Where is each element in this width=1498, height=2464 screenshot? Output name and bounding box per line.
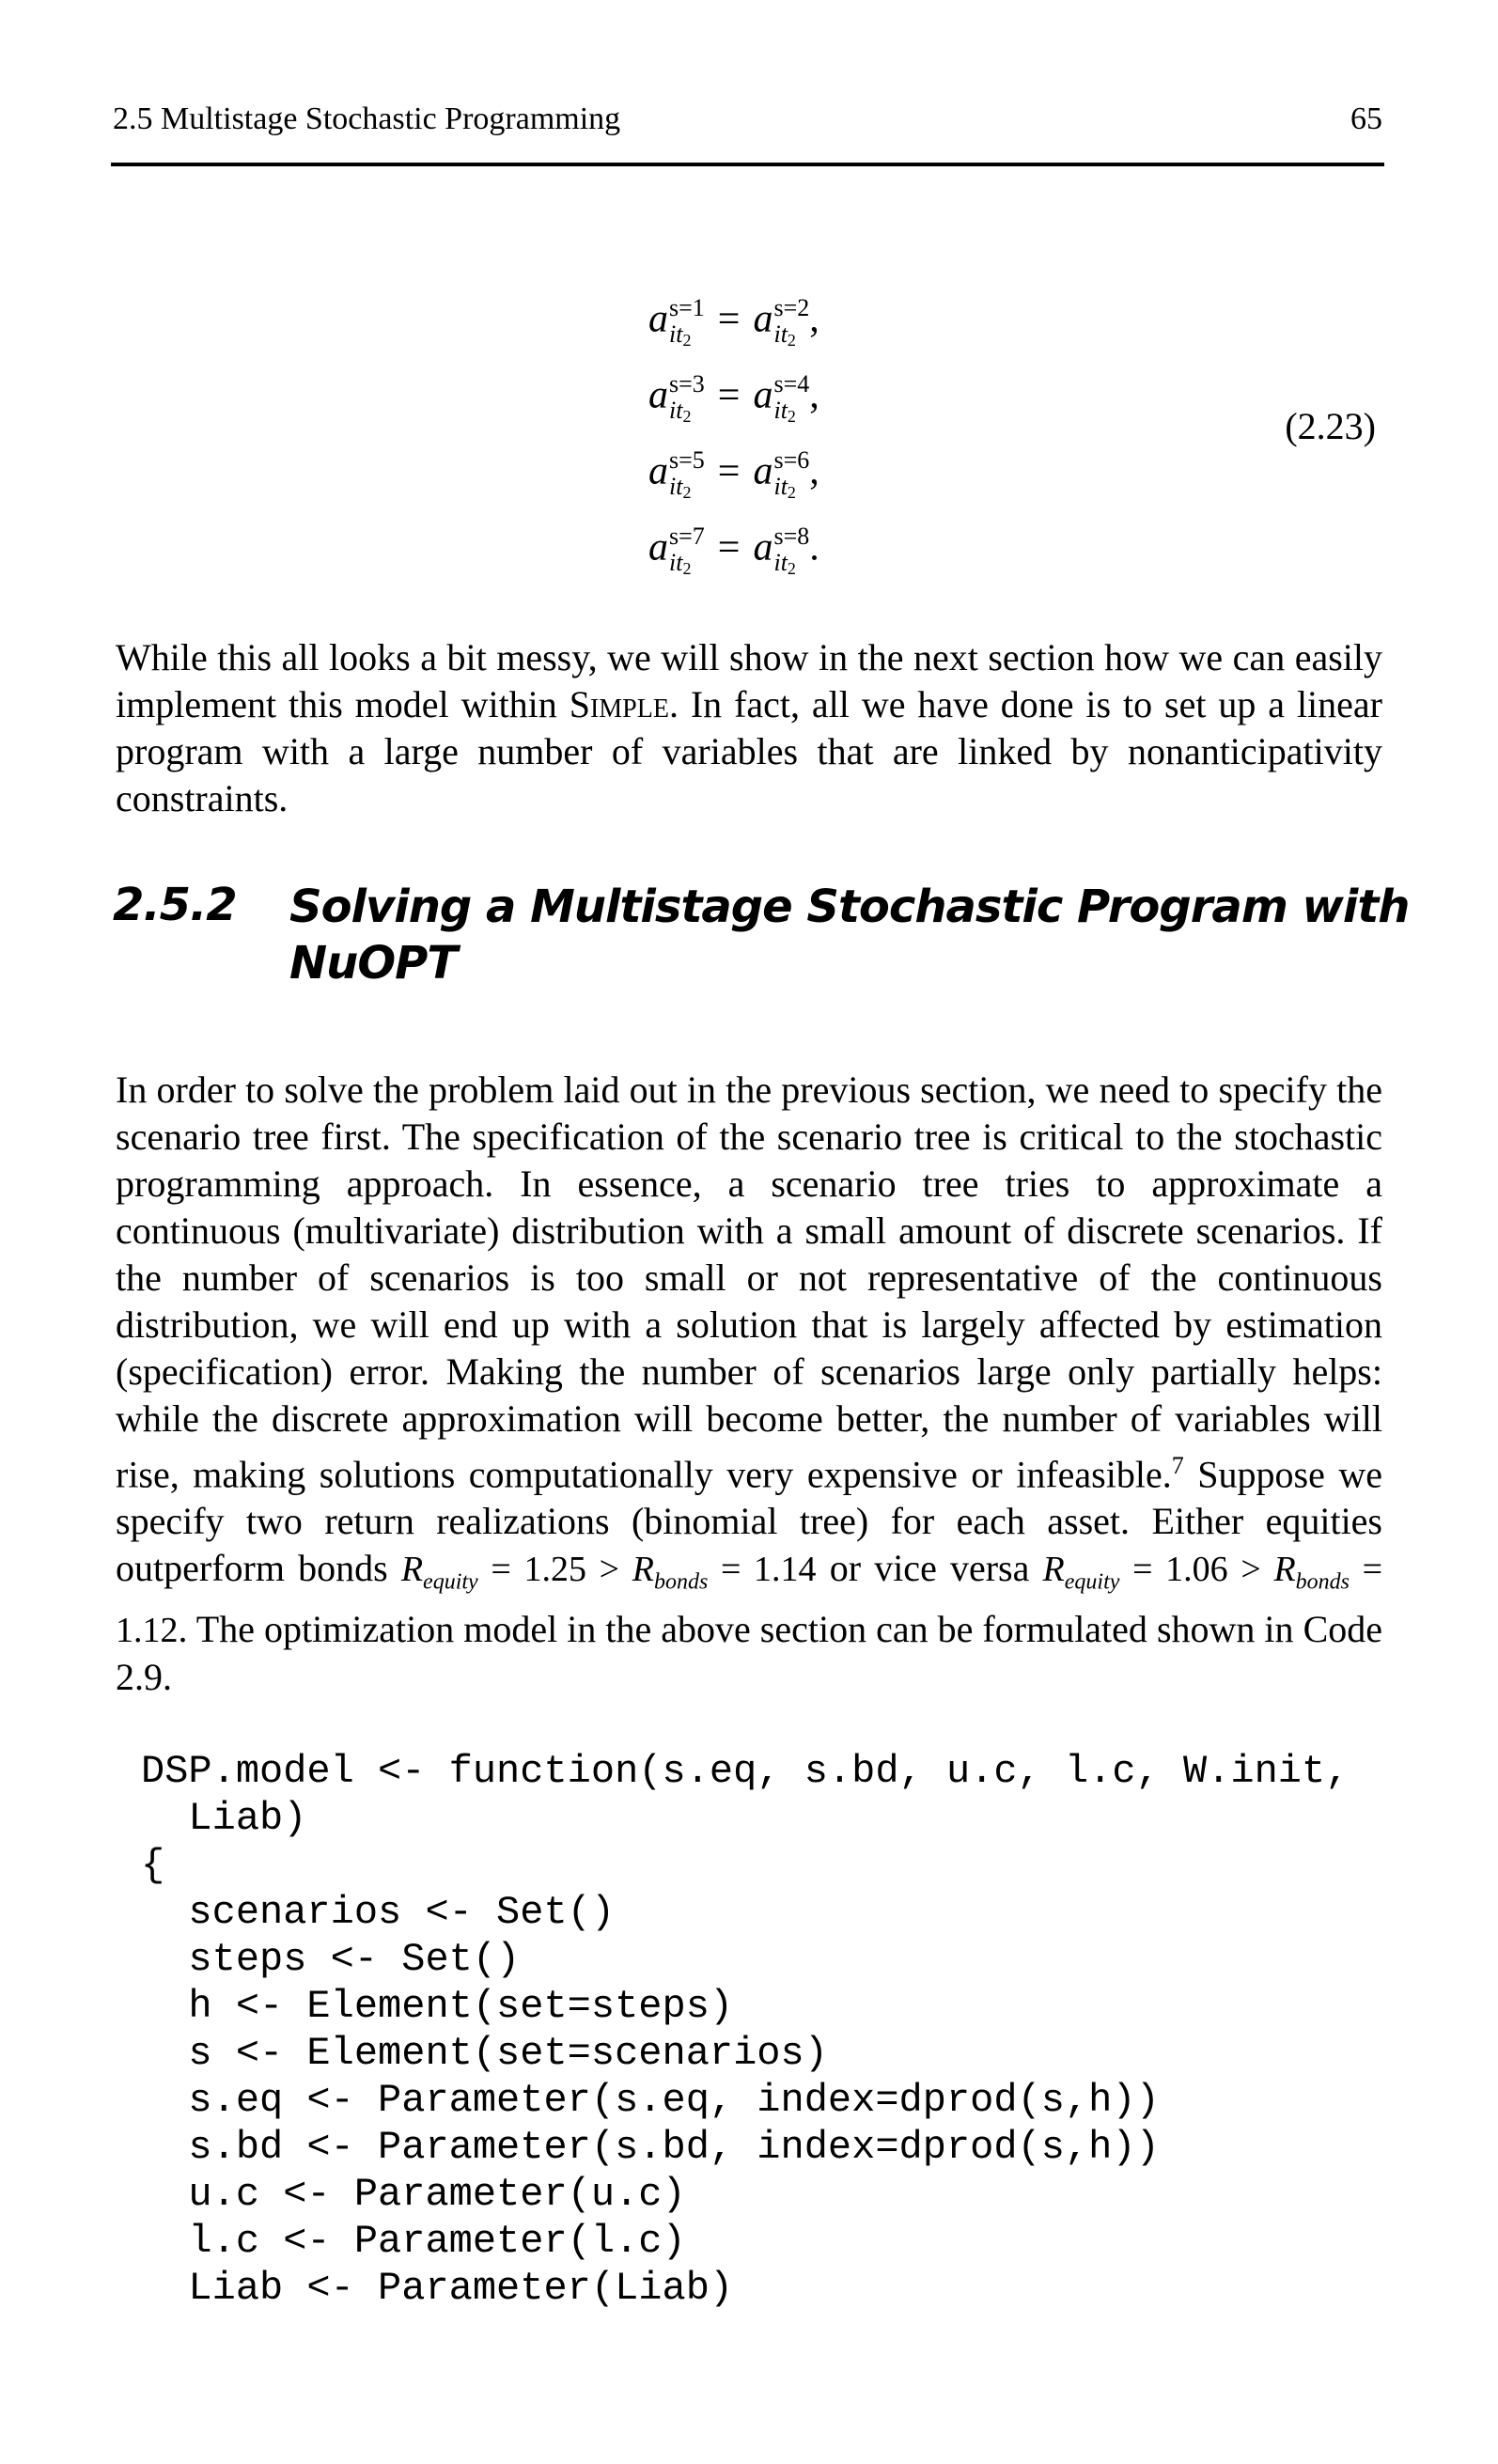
section-number: 2.5.2 — [113, 879, 237, 931]
expr-value: = 1.12 — [116, 1550, 1383, 1650]
eq-var: a — [648, 525, 668, 569]
eq-sup: s=6 — [773, 446, 810, 474]
eq-sub: it — [773, 320, 788, 348]
eq-equals: = — [717, 449, 741, 493]
code-line: Liab <- Parameter(Liab) — [141, 2266, 734, 2311]
code-line: s.eq <- Parameter(s.eq, index=dprod(s,h)) — [141, 2078, 1160, 2123]
eq-sup: s=2 — [773, 294, 810, 321]
para-text: Suppose we specify two return realizations (binomial tree) for each asset. Either equities outperform bonds — [116, 1453, 1382, 1590]
code-line: s <- Element(set=scenarios) — [141, 2031, 828, 2076]
eq-sub-index: 2 — [682, 407, 692, 426]
eq-punct: , — [809, 449, 819, 493]
running-header-title: 2.5 Multistage Stochastic Programming — [113, 101, 621, 136]
eq-sup: s=1 — [669, 294, 705, 321]
equation-row — [648, 296, 819, 349]
code-line: steps <- Set() — [141, 1937, 521, 1982]
eq-equals: = — [717, 373, 741, 417]
para-text: . In fact, all we have done is to set up a linear program with a large number of variables that are linked by nonanticipativity constraints. — [116, 683, 1382, 819]
eq-var: a — [753, 449, 773, 493]
page-number: 65 — [1350, 101, 1382, 136]
eq-sup: s=7 — [669, 522, 705, 550]
eq-var: a — [648, 297, 668, 341]
para-text: or vice versa — [816, 1547, 1043, 1590]
eq-punct: , — [809, 373, 819, 417]
eq-var: a — [753, 373, 773, 417]
expr-op: > — [599, 1550, 620, 1590]
eq-sup: s=3 — [669, 370, 705, 398]
eq-equals: = — [717, 525, 741, 569]
para-text: . The optimization model in the above section can be formulated shown in Code 2.9. — [116, 1607, 1382, 1698]
simple-software-name: Simple — [569, 683, 669, 725]
expr-value: = 1.06 — [1132, 1550, 1228, 1590]
equation-row — [648, 524, 819, 577]
eq-var: a — [753, 297, 773, 341]
inline-expression-equity-outperform — [400, 1550, 817, 1595]
eq-var: a — [648, 373, 668, 417]
equation-row — [648, 448, 819, 501]
eq-sup: s=4 — [773, 370, 810, 398]
expr-op: > — [1241, 1550, 1261, 1590]
eq-sub: it — [773, 549, 788, 576]
expr-var: R — [1273, 1550, 1296, 1590]
eq-punct: . — [809, 525, 819, 569]
eq-sub-index: 2 — [682, 483, 692, 502]
paragraph-intro — [116, 634, 1382, 822]
eq-sup: s=8 — [773, 522, 810, 550]
equation-row — [648, 372, 819, 425]
code-line: s.bd <- Parameter(s.bd, index=dprod(s,h)) — [141, 2125, 1160, 2170]
eq-sub-index: 2 — [682, 331, 692, 350]
eq-sub-index: 2 — [787, 407, 796, 426]
expr-sub: bonds — [653, 1569, 709, 1595]
expr-var: R — [1042, 1550, 1065, 1590]
expr-var: R — [400, 1550, 424, 1590]
header-rule — [111, 163, 1384, 166]
code-line: { — [141, 1843, 165, 1888]
eq-sub: it — [669, 320, 683, 348]
eq-sub-index: 2 — [787, 483, 796, 502]
eq-sub: it — [773, 397, 788, 424]
footnote-marker: 7 — [1171, 1452, 1184, 1479]
eq-sub: it — [669, 473, 683, 500]
paragraph-scenario-tree — [116, 1067, 1382, 1701]
expr-value: = 1.14 — [720, 1550, 817, 1590]
eq-punct: , — [809, 297, 819, 341]
code-line: DSP.model <- function(s.eq, s.bd, u.c, l.c, W.init, — [141, 1749, 1350, 1794]
eq-sup: s=5 — [669, 446, 705, 474]
expr-sub: bonds — [1295, 1569, 1350, 1595]
para-text: While this all looks a bit messy, we will show in the next section how we can easily implement this model within — [116, 636, 1382, 725]
eq-sub: it — [773, 473, 788, 500]
eq-sub-index: 2 — [787, 559, 796, 578]
eq-sub-index: 2 — [682, 559, 692, 578]
eq-equals: = — [717, 297, 741, 341]
code-line: u.c <- Parameter(u.c) — [141, 2172, 686, 2217]
code-line: h <- Element(set=steps) — [141, 1984, 734, 2029]
para-text: In order to solve the problem laid out in the previous section, we need to specify the scenario tree first. The specification of the scenario tree is critical to the stochastic programming approach. In essence, a scenario tree tries to approximate a continuous (multivariate) distribution with a small amount of discrete scenarios. If the number of scenarios is too small or not representative of the continuous distribution, we will end up with a solution that is largely affected by estimation (specification) error. Making the number of scenarios large only partially helps: while the discrete approximation will become better, the number of variables will rise, making solutions computationally very expensive or infeasible. — [116, 1068, 1382, 1496]
section-title: Solving a Multistage Stochastic Program with NuOPT — [289, 881, 1410, 990]
expr-sub: equity — [1064, 1569, 1120, 1595]
eq-sub: it — [669, 549, 683, 576]
expr-value: = 1.25 — [491, 1550, 586, 1590]
code-line: Liab) — [141, 1796, 307, 1841]
expr-var: R — [632, 1550, 654, 1590]
eq-sub: it — [669, 397, 683, 424]
equation-number: (2.23) — [1285, 405, 1376, 447]
eq-var: a — [648, 449, 668, 493]
expr-sub: equity — [423, 1569, 478, 1595]
code-line: scenarios <- Set() — [141, 1890, 616, 1935]
code-line: l.c <- Parameter(l.c) — [141, 2219, 686, 2264]
code-listing — [141, 1748, 1349, 2312]
eq-sub-index: 2 — [787, 331, 796, 350]
eq-var: a — [753, 525, 773, 569]
